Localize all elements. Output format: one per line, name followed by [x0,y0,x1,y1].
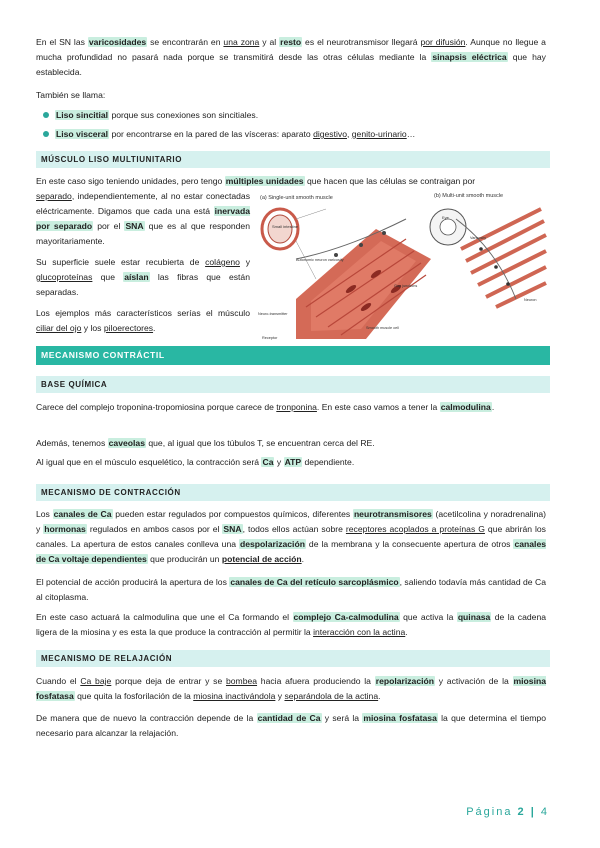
bullet-icon [43,112,49,118]
figure-label-a: (a) Single-unit smooth muscle [260,195,333,201]
svg-text:Gap junctions: Gap junctions [394,284,418,288]
contraction-paragraph-1: Los canales de Ca pueden estar regulados por compuestos químicos, diferentes neurotransmisores (acetilcolina y noradrenalina) y hormonas regulados en ambos casos por el SNA, todos ellos actúan sobre receptores acoplados a proteínas G que abrirán los canales. La apertura de estos canales conlleva una despolarización de la membrana y la consecuente apertura de otros canales de Ca voltaje dependientes que producirán un potencial de acción. [36,509,547,564]
footer-label: Página [466,806,513,818]
section-heading-relajacion: MECANISMO DE RELAJACIÓN [36,650,550,667]
footer-separator: | [530,806,536,818]
svg-text:Smooth muscle cell: Smooth muscle cell [366,326,399,330]
section-heading-contraccion: MECANISMO DE CONTRACCIÓN [36,484,550,501]
relaxation-paragraph-1: Cuando el Ca baje porque deja de entrar y se bombea hacia afuera produciendo la repolarización y activación de la miosina fosfatasa que quita la fosforilación de la miosina inactivándola y separándola de la actina. [36,676,547,701]
also-called-text: También se llama: [36,90,106,100]
base-paragraph-1: Carece del complejo troponina-tropomiosina porque carece de tronponina. En este caso vamos a tener la calmodulina. [36,402,495,412]
base-paragraph-2: Además, tenemos caveolas que, al igual que los túbulos T, se encuentran cerca del RE. [36,438,375,448]
svg-text:Varicosity: Varicosity [470,236,487,240]
multi-paragraph-3: Los ejemplos más característicos serías el músculo ciliar del ojo y los piloerectores. [36,308,250,333]
multi-paragraph-1-lead: En este caso sigo teniendo unidades, pero tengo múltiples unidades que hacen que las células se contraigan por [36,176,476,186]
list-item: Liso sincitial porque sus conexiones son sincitiales. [55,108,258,123]
smooth-muscle-figure [256,189,550,341]
svg-text:Eye: Eye [442,215,449,220]
bullet-icon [43,131,49,137]
section-heading-mecanismo-contractil: MECANISMO CONTRÁCTIL [36,346,550,365]
svg-text:Autonomic neuron varicosity: Autonomic neuron varicosity [296,258,344,262]
list-item: Liso visceral por encontrarse en la pared de las vísceras: aparato digestivo, genito-urinario… [55,127,415,142]
section-heading-multiunitario: MÚSCULO LISO MULTIUNITARIO [36,151,550,168]
svg-text:Receptor: Receptor [262,336,278,340]
relaxation-paragraph-2: De manera que de nuevo la contracción depende de la cantidad de Ca y será la miosina fosfatasa la que determina el tiempo necesario para alcanzar la relajación. [36,713,546,738]
multi-paragraph-2: Su superficie suele estar recubierta de colágeno y glucoproteínas que aíslan las fibras que están separadas. [36,257,250,297]
svg-text:Neuron: Neuron [524,298,537,302]
footer-total-pages: 4 [540,806,549,818]
contraction-paragraph-3: En este caso actuará la calmodulina que une el Ca formando el complejo Ca-calmodulina que activa la quinasa de la cadena ligera de la miosina y es esta la que produce la contracción al permitir la interacción con la actina. [36,612,546,637]
svg-text:Neuro-transmitter: Neuro-transmitter [258,312,288,316]
page-footer [466,806,549,818]
svg-text:Small intestine: Small intestine [272,224,299,229]
base-paragraph-3: Al igual que en el músculo esquelético, la contracción será Ca y ATP dependiente. [36,457,355,467]
figure-label-b: (b) Multi-unit smooth muscle [434,193,504,199]
footer-page-number: 2 [517,806,526,818]
eye-drawing [430,209,466,245]
multi-paragraph-1: separado, independientemente, al no estar conectadas eléctricamente. Digamos que cada una está inervada por separado por el SNA que es al que responden mayoritariamente. [36,191,250,246]
contraction-paragraph-2: El potencial de acción producirá la apertura de los canales de Ca del retículo sarcoplásmico, saliendo todavía más cantidad de Ca al citoplasma. [36,577,546,602]
section-heading-base-quimica: BASE QUÍMICA [36,376,550,393]
intro-paragraph: En el SN las varicosidades se encontrarán en una zona y al resto es el neurotransmisor llegará por difusión. Aunque no llegue a mucha profundidad no pasará nada porque se transmitirá desde las otras células mediante la sinapsis eléctrica que hay establecida. [36,37,546,77]
